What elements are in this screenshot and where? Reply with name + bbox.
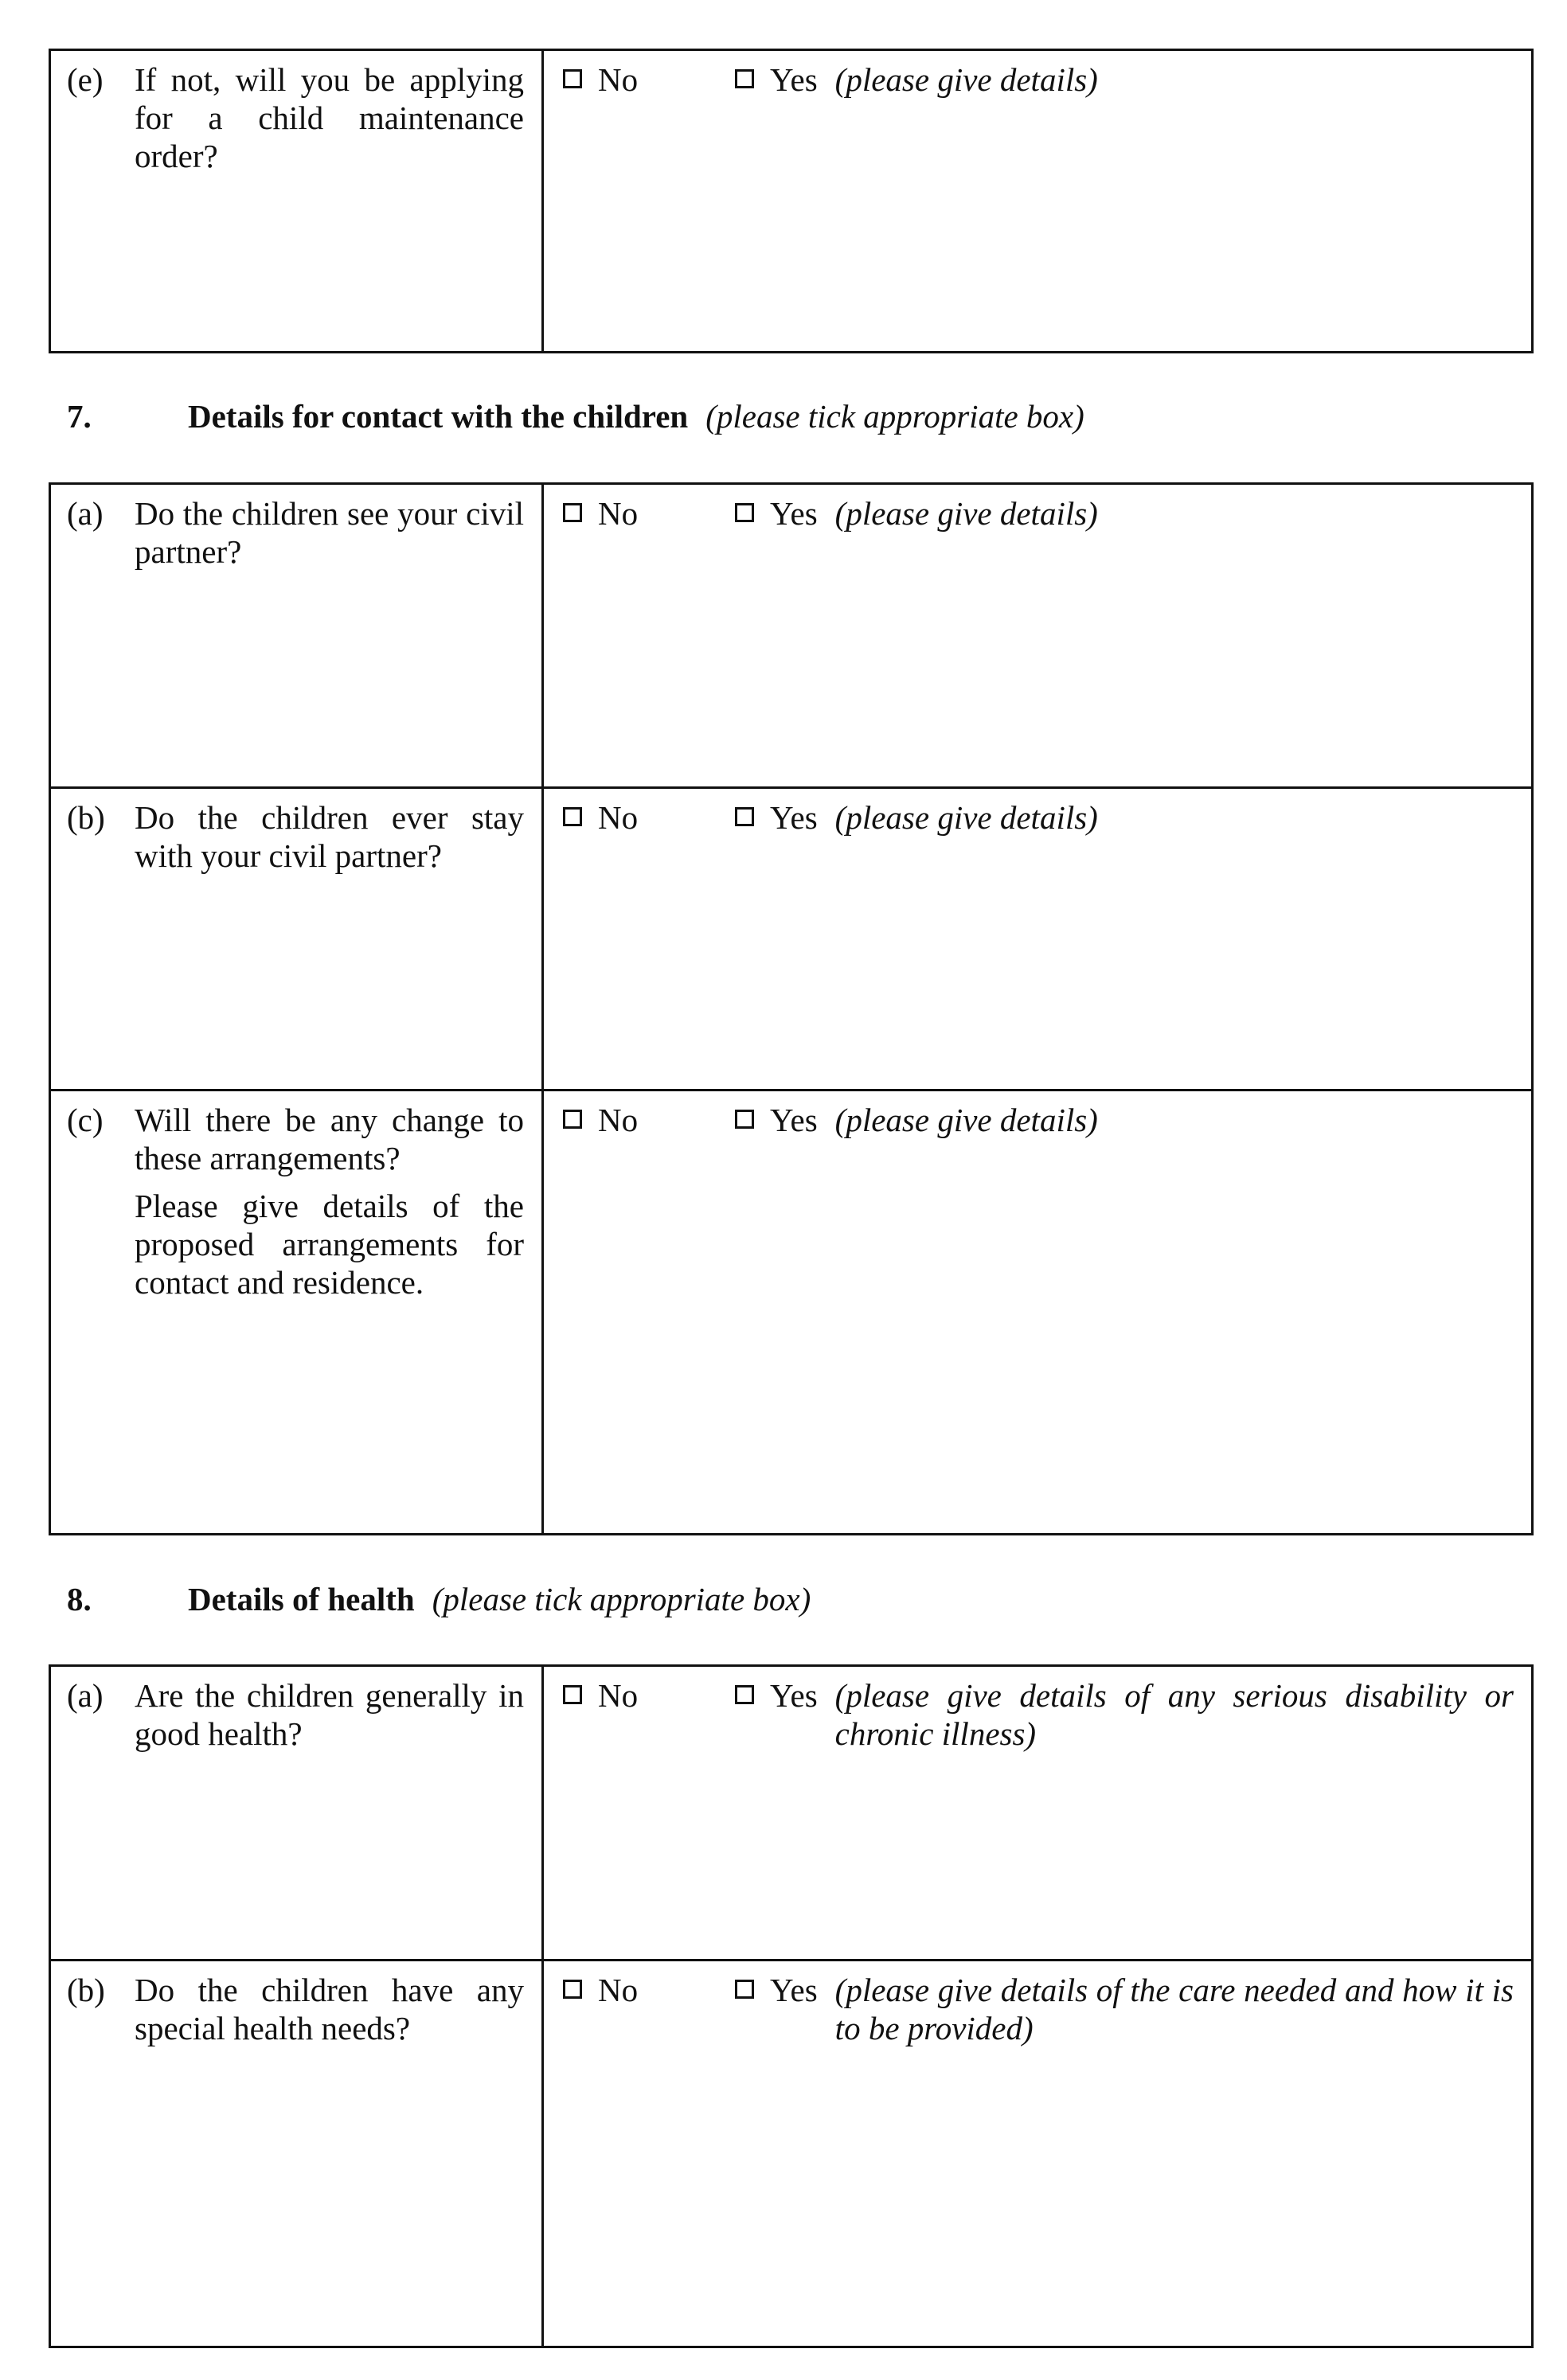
yes-checkbox[interactable] (735, 807, 754, 826)
answer-cell[interactable] (544, 1667, 1531, 1959)
no-label: No (598, 61, 639, 98)
question-cell (51, 51, 544, 351)
no-checkbox[interactable] (563, 1685, 582, 1704)
section-number: 8. (67, 1581, 92, 1617)
yes-option[interactable] (735, 1101, 1514, 1139)
question-cell (51, 485, 544, 786)
yes-label: Yes (770, 1102, 818, 1138)
section-8-heading (67, 1580, 811, 1618)
no-option[interactable] (563, 1676, 638, 1715)
section-note: (please tick appropriate box) (432, 1581, 811, 1617)
question-text (135, 1971, 524, 2346)
no-label: No (598, 799, 639, 836)
yes-checkbox[interactable] (735, 1980, 754, 1999)
question-row-b (51, 1959, 1531, 2346)
no-label: No (598, 1102, 639, 1138)
answer-cell[interactable] (544, 1961, 1531, 2346)
yes-label: Yes (770, 495, 818, 532)
yes-label: Yes (770, 799, 818, 836)
no-checkbox[interactable] (563, 503, 582, 522)
yes-option[interactable] (735, 1676, 1514, 1753)
question-text (135, 1676, 524, 1959)
section-title: Details for contact with the children (188, 398, 689, 435)
yes-checkbox[interactable] (735, 1685, 754, 1704)
yes-option[interactable] (735, 494, 1514, 533)
answer-cell[interactable] (544, 51, 1531, 351)
health-table (49, 1664, 1534, 2348)
no-option[interactable] (563, 494, 638, 533)
details-instruction: (please give details of the care needed and how it is to be provided) (834, 1972, 1514, 2046)
question-row-c (51, 1089, 1531, 1533)
question-letter: (a) (67, 495, 104, 532)
question-paragraph: Please give details of the proposed arrangements for contact and residence. (135, 1188, 524, 1301)
no-option[interactable] (563, 60, 638, 99)
no-label: No (598, 1677, 639, 1714)
question-cell (51, 789, 544, 1089)
no-checkbox[interactable] (563, 1980, 582, 1999)
maintenance-table (49, 49, 1534, 353)
question-cell (51, 1667, 544, 1959)
question-letter: (e) (67, 61, 104, 98)
question-text (135, 494, 524, 786)
no-checkbox[interactable] (563, 807, 582, 826)
answer-cell[interactable] (544, 789, 1531, 1089)
no-checkbox[interactable] (563, 69, 582, 88)
question-row-b (51, 786, 1531, 1089)
yes-label: Yes (770, 1972, 818, 2008)
section-number: 7. (67, 398, 92, 435)
question-letter: (a) (67, 1677, 104, 1714)
details-instruction: (please give details) (834, 1102, 1098, 1138)
section-note: (please tick appropriate box) (705, 398, 1084, 435)
question-paragraph: If not, will you be applying for a child maintenance order? (135, 61, 524, 174)
section-7-heading (67, 397, 1084, 435)
question-letter: (b) (67, 1972, 105, 2008)
question-text (135, 1101, 524, 1533)
answer-cell[interactable] (544, 1091, 1531, 1533)
question-paragraph: Do the children ever stay with your civil partner? (135, 799, 524, 874)
no-option[interactable] (563, 798, 638, 837)
yes-option[interactable] (735, 60, 1514, 99)
question-row-e (51, 51, 1531, 351)
no-option[interactable] (563, 1971, 638, 2009)
question-text (135, 60, 524, 351)
yes-label: Yes (770, 1677, 818, 1714)
question-cell (51, 1091, 544, 1533)
question-letter: (c) (67, 1102, 104, 1138)
no-option[interactable] (563, 1101, 638, 1139)
question-text (135, 798, 524, 1089)
question-paragraph: Do the children see your civil partner? (135, 495, 524, 570)
section-title: Details of health (188, 1581, 415, 1617)
details-instruction: (please give details of any serious disability or chronic illness) (834, 1677, 1514, 1752)
question-paragraph: Are the children generally in good health? (135, 1677, 524, 1752)
details-instruction: (please give details) (834, 799, 1098, 836)
question-paragraph: Do the children have any special health needs? (135, 1972, 524, 2046)
yes-label: Yes (770, 61, 818, 98)
question-row-a (51, 1667, 1531, 1959)
question-paragraph: Will there be any change to these arrangements? (135, 1102, 524, 1176)
yes-checkbox[interactable] (735, 69, 754, 88)
no-checkbox[interactable] (563, 1110, 582, 1129)
details-instruction: (please give details) (834, 495, 1098, 532)
yes-checkbox[interactable] (735, 1110, 754, 1129)
contact-table (49, 482, 1534, 1535)
question-cell (51, 1961, 544, 2346)
no-label: No (598, 1972, 639, 2008)
no-label: No (598, 495, 639, 532)
question-letter: (b) (67, 799, 105, 836)
question-row-a (51, 485, 1531, 786)
yes-option[interactable] (735, 1971, 1514, 2047)
yes-checkbox[interactable] (735, 503, 754, 522)
details-instruction: (please give details) (834, 61, 1098, 98)
answer-cell[interactable] (544, 485, 1531, 786)
yes-option[interactable] (735, 798, 1514, 837)
